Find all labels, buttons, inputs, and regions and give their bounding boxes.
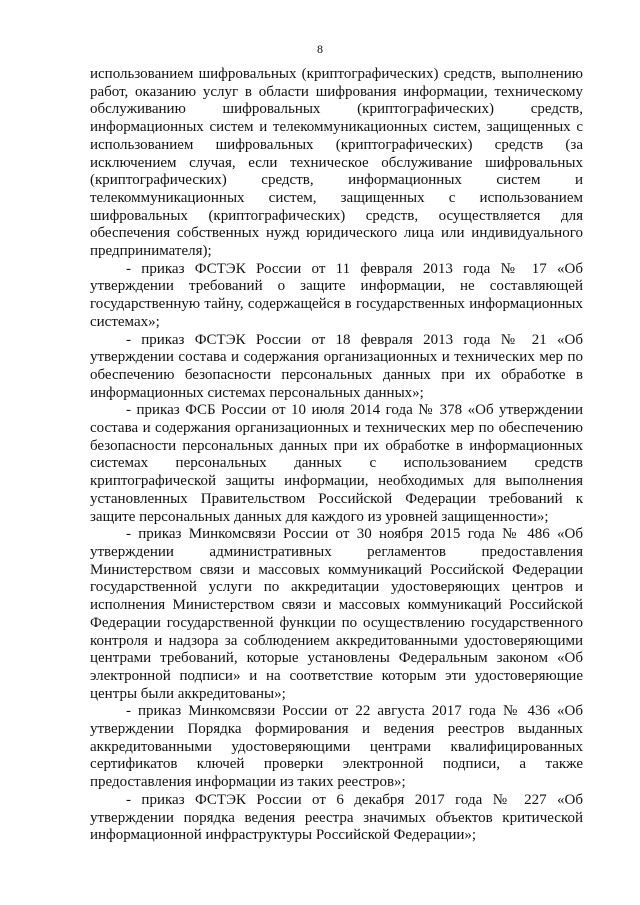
document-body <box>90 66 583 845</box>
paragraph-list-item: - приказ ФСТЭК России от 11 февраля 2013 года № 17 «Об утверждении требований о защите информации, не составляющей государственную тайну, содержащейся в государственных информационных системах»; <box>90 260 583 330</box>
page-number: 8 <box>317 42 323 56</box>
paragraph-list-item: - приказ Минкомсвязи России от 22 августа 2017 года № 436 «Об утверждении Порядка формирования и ведения реестров выданных аккредитованными удостоверяющими центрами квалифицированных сертификатов ключей проверки электронной подписи, а также предоставления информации из таких реестров»; <box>90 703 583 791</box>
paragraph-list-item: - приказ Минкомсвязи России от 30 ноября 2015 года № 486 «Об утверждении административных регламентов предоставления Министерством связи и массовых коммуникаций Российской Федерации государственной услуги по аккредитации удостоверяющих центров и исполнения Министерством связи и массовых коммуникаций Российской Федерации государственной функции по осуществлению государственного контроля и надзора за соблюдением аккредитованными удостоверяющими центрами требований, которые установлены Федеральным законом «Об электронной подписи» и на соответствие которым эти удостоверяющие центры были аккредитованы»; <box>90 526 583 702</box>
paragraph-list-item: - приказ ФСТЭК России от 18 февраля 2013 года № 21 «Об утверждении состава и содержания организационных и технических мер по обеспечению безопасности персональных данных при их обработке в информационных системах персональных данных»; <box>90 331 583 401</box>
paragraph-continuation: использованием шифровальных (криптографических) средств, выполнению работ, оказанию услуг в области шифрования информации, техническому обслуживанию шифровальных (криптографических) средств, информационных систем и телекоммуникационных систем, защищенных с использованием шифровальных (криптографических) средств (за исключением случая, если техническое обслуживание шифровальных (криптографических) средств, информационных систем и телекоммуникационных систем, защищенных с использованием шифровальных (криптографических) средств, осуществляется для обеспечения собственных нужд юридического лица или индивидуального предпринимателя); <box>90 66 583 260</box>
paragraph-list-item: - приказ ФСБ России от 10 июля 2014 года № 378 «Об утверждении состава и содержания организационных и технических мер по обеспечению безопасности персональных данных при их обработке в информационных системах персональных данных с использованием средств криптографической защиты информации, необходимых для выполнения установленных Правительством Российской Федерации требований к защите персональных данных для каждого из уровней защищенности»; <box>90 402 583 525</box>
paragraph-list-item: - приказ ФСТЭК России от 6 декабря 2017 года № 227 «Об утверждении порядка ведения реестра значимых объектов критической информационной инфраструктуры Российской Федерации»; <box>90 791 583 844</box>
